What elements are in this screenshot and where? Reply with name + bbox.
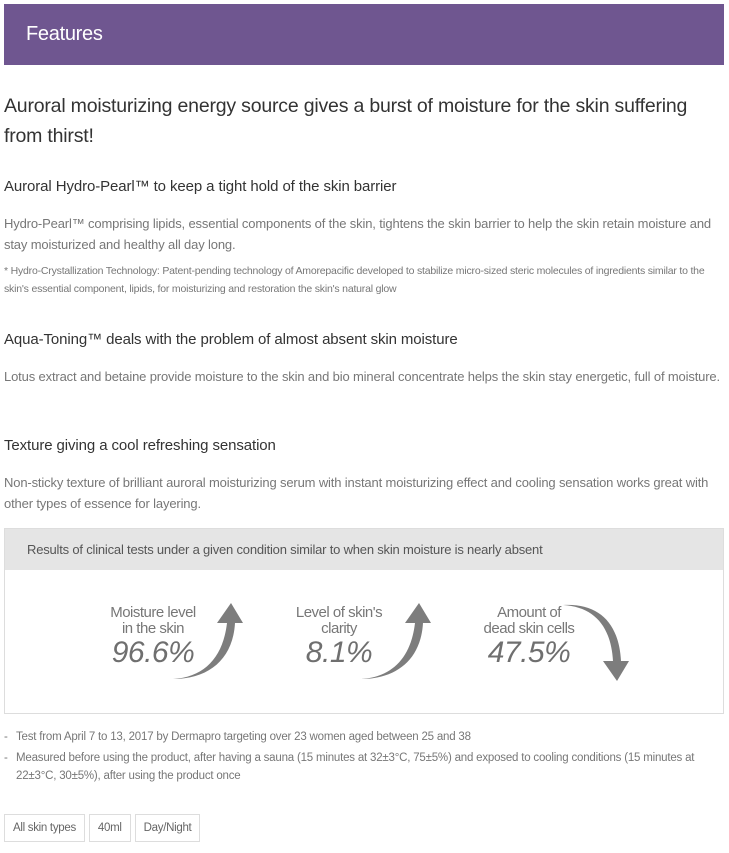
footnote-text: Measured before using the product, after having a sauna (15 minutes at 32±3°C, 75±5%) and exposed to cooling conditions (15 minutes at 22±3°C, 30±5%), after using the product once xyxy=(16,752,695,782)
clinical-results-title: Results of clinical tests under a given condition similar to when skin moisture is nearly absent xyxy=(27,542,543,557)
tag-volume: 40ml xyxy=(89,814,131,842)
clinical-results-panel xyxy=(4,528,724,714)
section-body-aqua-toning: Lotus extract and betaine provide moisture to the skin and bio mineral concentrate helps the skin stay energetic, full of moisture. xyxy=(4,369,720,384)
stat-value: 47.5% xyxy=(487,636,571,669)
features-banner xyxy=(4,4,724,65)
section-body-texture: Non-sticky texture of brilliant auroral moisturizing serum with instant moisturizing effect and cooling sensation works great with other types of essence for layering. xyxy=(4,475,709,511)
product-tags xyxy=(4,814,200,842)
section-title-hydro-pearl: Auroral Hydro-Pearl™ to keep a tight hold of the skin barrier xyxy=(4,178,397,195)
footnote xyxy=(4,749,726,785)
section-body-hydro-pearl: Hydro-Pearl™ comprising lipids, essential components of the skin, tightens the skin barrier to help the skin retain moisture and stay moisturized and healthy all day long. xyxy=(4,216,711,252)
arrow-up-curved-icon xyxy=(353,601,433,681)
arrow-down-curved-icon xyxy=(561,601,631,683)
section-note-hydro-crystallization: * Hydro-Crystallization Technology: Patent-pending technology of Amorepacific developed to stabilize micro-sized steric molecules of ingredients similar to the skin's essential component, lipids, for moisturizing and restoration the skin's natural glow xyxy=(4,265,705,295)
clinical-results-header xyxy=(5,529,723,570)
footnote-marker: - xyxy=(4,752,8,764)
footnote-marker: - xyxy=(4,731,8,743)
stat-value: 8.1% xyxy=(305,636,373,669)
section-title-texture: Texture giving a cool refreshing sensation xyxy=(4,437,276,454)
stat-label: dead skin cells xyxy=(483,620,575,637)
footnote xyxy=(4,728,726,746)
tag-usage-time: Day/Night xyxy=(135,814,201,842)
section-title-aqua-toning: Aqua-Toning™ deals with the problem of almost absent skin moisture xyxy=(4,331,458,348)
headline: Auroral moisturizing energy source gives a burst of moisture for the skin suffering from thirst! xyxy=(4,95,688,147)
stat-label: Moisture level xyxy=(110,604,196,621)
arrow-up-curved-icon xyxy=(165,601,245,681)
banner-title: Features xyxy=(26,23,103,45)
stat-label: Amount of xyxy=(497,604,561,621)
footnote-text: Test from April 7 to 13, 2017 by Dermapro targeting over 23 women aged between 25 and 38 xyxy=(16,731,471,743)
stat-value: 96.6% xyxy=(111,636,195,669)
stat-label: in the skin xyxy=(121,620,185,637)
tag-skin-type: All skin types xyxy=(4,814,85,842)
stat-label: Level of skin's xyxy=(295,604,383,621)
stat-label: clarity xyxy=(321,620,357,637)
